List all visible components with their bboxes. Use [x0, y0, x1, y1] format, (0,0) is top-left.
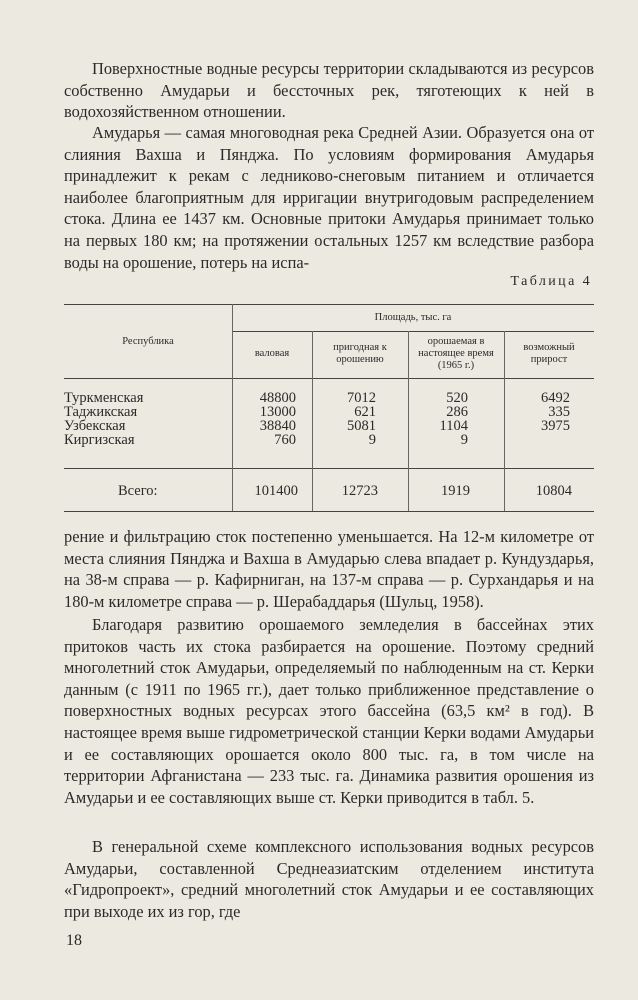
cell-suitable: 5081	[347, 418, 376, 434]
total-gross: 101400	[254, 483, 298, 499]
paragraph-surface-water: Поверхностные водные ресурсы территории складываются из ресурсов собственно Амударьи и бессточных рек, тяготеющих к ней в водохозяйственном отношении.	[64, 59, 594, 122]
table-caption: Таблица 4	[510, 274, 592, 289]
header-gross: валовая	[254, 348, 290, 359]
cell-suitable: 621	[354, 404, 376, 420]
total-top-rule	[64, 468, 594, 469]
row-name: Узбекская	[64, 418, 126, 434]
row-name: Таджикская	[64, 404, 138, 420]
header-growth: возможный прирост	[523, 342, 575, 365]
cell-growth: 3975	[541, 418, 570, 434]
cell-suitable: 9	[368, 432, 376, 448]
cell-growth: 6492	[541, 390, 570, 406]
cell-growth: 335	[548, 404, 570, 420]
republic-area-table	[64, 304, 594, 512]
cell-gross: 760	[274, 432, 296, 448]
cell-irrigated: 520	[446, 390, 468, 406]
header-area-group: Площадь, тыс. га	[374, 312, 452, 323]
total-irrigated: 1919	[441, 483, 470, 499]
paragraph-general-scheme: В генеральной схеме комплексного использования водных ресурсов Амударьи, составленной Среднеазиатским отделением института «Гидропроект», средний многолетний сток Амударьи и ее составляющих при выходе их из гор, где	[64, 837, 594, 921]
paragraph-amudarya-description: Амударья — самая многоводная река Средней Азии. Образуется она от слияния Вахша и Пянджа. По условиям формирования Амударья принадлежит к рекам с ледниково-снеговым питанием и отличается наиболее благоприятным для ирригации внутригодовым распределением стока. Длина ее 1437 км. Основные притоки Амударья принимает только на первых 180 км; на протяжении остальных 1257 км вследствие разбора воды на орошение, потерь на испа-	[64, 123, 594, 272]
table-top-rule	[64, 304, 594, 305]
row-name: Туркменская	[64, 390, 144, 406]
cell-irrigated: 9	[460, 432, 468, 448]
header-suitable: пригодная к орошению	[333, 342, 387, 365]
total-suitable: 12723	[341, 483, 378, 499]
cell-irrigated: 1104	[439, 418, 468, 434]
cell-irrigated: 286	[446, 404, 468, 420]
total-growth: 10804	[535, 483, 572, 499]
cell-suitable: 7012	[347, 390, 376, 406]
header-irrigated: орошаемая в настоящее время (1965 г.)	[418, 336, 494, 371]
cell-gross: 38840	[259, 418, 296, 434]
paragraph-tributaries: рение и фильтрацию сток постепенно уменьшается. На 12-м километре от места слияния Пянджа и Вахша в Амударью слева впадает р. Кундуздарья, на 38-м справа — р. Кафирниган, на 137-м справа — р. Сурхандарья и на 180-м километре справа — р. Шерабаддарья (Шульц, 1958).	[64, 527, 594, 611]
group-header-rule	[232, 331, 594, 332]
paragraph-irrigation: Благодаря развитию орошаемого земледелия в бассейнах этих притоков часть их стока разбирается на орошение. Поэтому средний многолетний сток Амударьи, определяемый по наблюденным на ст. Керки данным (с 1911 по 1965 гг.), дает только приближенное представление о поверхностных водных ресурсах этого бассейна (63,5 км² в год). В настоящее время выше гидрометрической станции Керки водами Амударьи и ее составляющих орошается около 800 тыс. га, в том числе на территории Афганистана — 233 тыс. га. Динамика развития орошения из Амударьи и ее составляющих выше ст. Керки приводится в табл. 5.	[64, 615, 594, 807]
cell-gross: 13000	[259, 404, 296, 420]
page-number: 18	[66, 932, 82, 949]
header-bottom-rule	[64, 378, 594, 379]
row-name: Киргизская	[64, 432, 135, 448]
header-republic: Республика	[122, 336, 174, 347]
total-label: Всего:	[118, 483, 158, 499]
table-bottom-rule	[64, 511, 594, 512]
cell-gross: 48800	[259, 390, 296, 406]
